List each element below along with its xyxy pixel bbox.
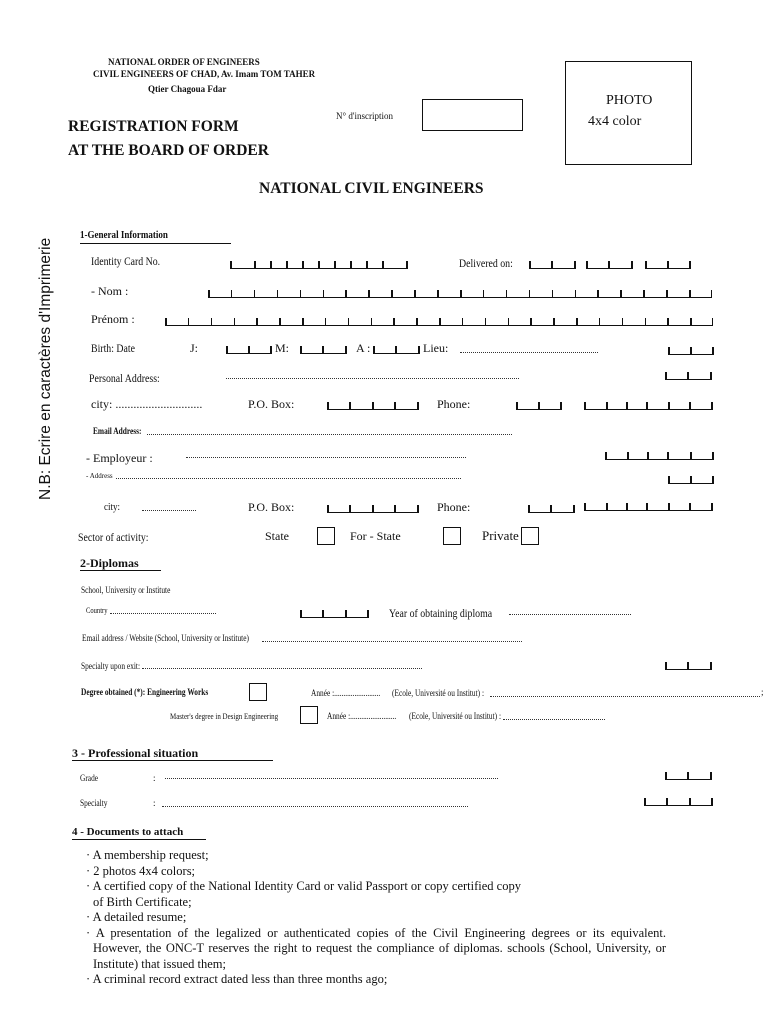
org-address: CIVIL ENGINEERS OF CHAD, Av. Imam TOM TAHER — [93, 69, 316, 79]
birth-place-label: Lieu: — [423, 341, 449, 355]
employer-address-code-field[interactable] — [668, 476, 713, 484]
id-card-field[interactable] — [230, 261, 407, 269]
degree-label: Degree obtained (*): Engineering Works — [81, 687, 209, 697]
birth-year-label: A : — [356, 341, 371, 355]
personal-address-label: Personal Address: — [89, 371, 160, 385]
photo-box — [565, 61, 692, 165]
country-label: Country — [86, 606, 108, 615]
sector-label: Sector of activity: — [78, 530, 149, 544]
country-field[interactable] — [110, 613, 216, 614]
phone-label: Phone: — [437, 397, 471, 411]
employer-field[interactable] — [186, 457, 466, 458]
birth-place-code-field[interactable] — [668, 347, 713, 355]
section-diplomas-heading: 2-Diplomas — [80, 556, 139, 570]
specialty-label: Specialty — [80, 798, 108, 808]
sector-for-state-label: For - State — [350, 529, 401, 543]
section-professional-heading: 3 - Professional situation — [72, 746, 199, 760]
inscription-label: N° d'inscription — [336, 111, 393, 121]
masters-label: Master's degree in Design Engineering — [170, 711, 279, 721]
masters-school-field[interactable] — [503, 719, 605, 720]
form-title-line2: AT THE BOARD OF ORDER — [68, 142, 269, 159]
birth-year-field[interactable] — [373, 346, 419, 354]
org-name: NATIONAL ORDER OF ENGINEERS — [108, 57, 260, 67]
specialty-field[interactable] — [162, 806, 468, 807]
employer-address-label: - Address — [86, 472, 113, 480]
photo-size-label: 4x4 color — [588, 114, 642, 129]
employer-phone-number-field[interactable] — [584, 503, 712, 511]
sector-private-label: Private — [482, 528, 519, 543]
employer-phone-label: Phone: — [437, 500, 471, 514]
birth-month-label: M: — [275, 341, 290, 355]
nom-label: - Nom : — [91, 284, 129, 298]
specialty-exit-field[interactable] — [142, 668, 422, 669]
degree-semicolon: ; — [761, 687, 764, 697]
documents-list — [86, 848, 666, 988]
city-label: city: ............................. — [91, 397, 203, 411]
degree-school-label: (Ecole, Université ou Institut) : — [392, 688, 485, 698]
masters-year-label: Année :......................... — [327, 711, 397, 721]
employer-label: - Employeur : — [86, 451, 153, 465]
specialty-code-field[interactable] — [665, 662, 711, 670]
section-general-underline — [80, 243, 231, 244]
birth-month-field[interactable] — [300, 346, 346, 354]
year-label: Year of obtaining diploma — [389, 606, 493, 620]
birth-day-label: J: — [190, 341, 199, 355]
section-documents-underline — [72, 839, 206, 840]
employer-phone-prefix-field[interactable] — [528, 505, 574, 513]
grade-label: Grade — [80, 773, 99, 783]
section-general-heading: 1-General Information — [80, 229, 168, 241]
pobox-label: P.O. Box: — [248, 397, 295, 411]
specialty-code-field[interactable] — [644, 798, 712, 806]
pobox-field[interactable] — [327, 402, 418, 410]
year-field[interactable] — [509, 614, 631, 615]
phone-number-field[interactable] — [584, 402, 712, 410]
prenom-label: Prénom : — [91, 312, 135, 326]
list-item: · A detailed resume; — [86, 910, 666, 926]
specialty-colon: : — [153, 798, 156, 808]
specialty-exit-label: Specialty upon exit: — [81, 661, 141, 671]
school-email-label: Email address / Website (School, University or Institute) — [82, 633, 249, 643]
list-item: · A presentation of the legalized or authenticated copies of the Civil Engineering degrees or its equivalent. However, the ONC-T reserves the right to request the compliance of diplomas. schools (School, University, or Institute) that issued them; — [86, 926, 666, 973]
delivered-day-field[interactable] — [529, 261, 575, 269]
delivered-label: Delivered on: — [459, 256, 513, 270]
delivered-month-field[interactable] — [586, 261, 632, 269]
employer-city-label: city: — [104, 501, 121, 513]
phone-prefix-field[interactable] — [516, 402, 561, 410]
personal-address-code-field[interactable] — [665, 372, 711, 380]
delivered-year-field[interactable] — [645, 261, 690, 269]
birth-day-field[interactable] — [226, 346, 271, 354]
degree-school-field[interactable] — [490, 696, 760, 697]
birth-place-field[interactable] — [460, 352, 598, 353]
sector-for-state-checkbox[interactable] — [443, 527, 461, 545]
degree-engineering-works-checkbox[interactable] — [249, 683, 267, 701]
employer-city-field[interactable] — [142, 510, 196, 511]
section-diplomas-underline — [80, 570, 161, 571]
list-item: · A certified copy of the National Identity Card or valid Passport or copy certified copy of Birth Certificate; — [86, 879, 523, 910]
personal-address-field[interactable] — [226, 378, 519, 379]
grade-field[interactable] — [165, 778, 498, 779]
prenom-field[interactable] — [165, 318, 713, 326]
list-item: · A criminal record extract dated less than three months ago; — [86, 972, 666, 988]
side-note: N.B: Ecrire en caractères d'Imprimerie — [37, 237, 54, 500]
grade-colon: : — [153, 773, 156, 783]
sector-state-checkbox[interactable] — [317, 527, 335, 545]
form-title-line1: REGISTRATION FORM — [68, 118, 239, 135]
id-card-label: Identity Card No. — [91, 254, 161, 268]
employer-address-field[interactable] — [116, 478, 461, 479]
email-field[interactable] — [147, 434, 512, 435]
employer-pobox-field[interactable] — [327, 505, 418, 513]
section-documents-heading: 4 - Documents to attach — [72, 826, 184, 838]
grade-code-field[interactable] — [665, 772, 711, 780]
school-label: School, University or Institute — [81, 585, 171, 595]
section-professional-underline — [72, 760, 273, 761]
employer-pobox-label: P.O. Box: — [248, 500, 295, 514]
sector-private-checkbox[interactable] — [521, 527, 539, 545]
list-item: · 2 photos 4x4 colors; — [86, 864, 666, 880]
org-location: Qtier Chagoua Fdar — [148, 84, 227, 94]
inscription-number-field[interactable] — [422, 99, 523, 131]
main-title: NATIONAL CIVIL ENGINEERS — [259, 180, 484, 197]
list-item: · A membership request; — [86, 848, 666, 864]
email-label: Email Address: — [93, 426, 142, 436]
employer-code-field[interactable] — [605, 452, 713, 460]
school-email-field[interactable] — [262, 641, 522, 642]
birth-label: Birth: Date — [91, 341, 135, 355]
nom-field[interactable] — [208, 290, 712, 298]
degree-year-label: Année :......................... — [311, 688, 381, 698]
sector-state-label: State — [265, 529, 289, 543]
country-code-field[interactable] — [300, 610, 368, 618]
masters-checkbox[interactable] — [300, 706, 318, 724]
photo-label: PHOTO — [606, 93, 653, 108]
masters-school-label: (Ecole, Université ou Institut) : — [409, 711, 502, 721]
